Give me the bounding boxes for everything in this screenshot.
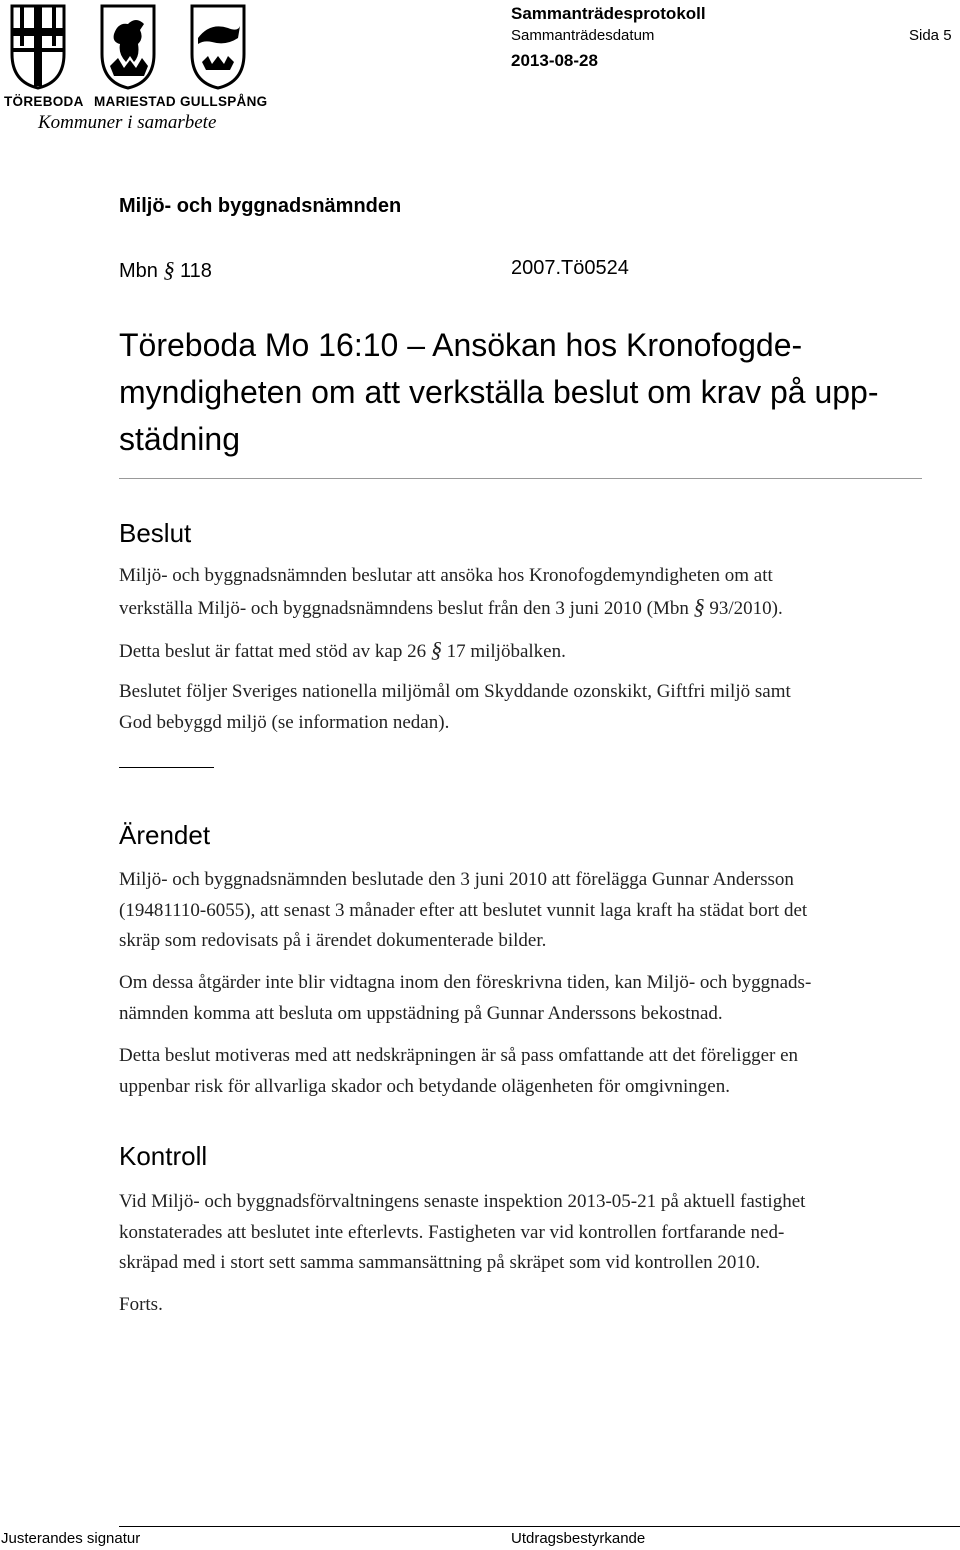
arendet-paragraph-2: Om dessa åtgärder inte blir vidtagna inom den föreskrivna tiden, kan Miljö- och byggnads- nämnden komma att besluta om uppstädning på Gunnar Anderssons bekostnad. — [119, 972, 812, 1024]
section-heading-beslut: Beslut — [119, 518, 192, 548]
case-number: 2007.Tö0524 — [511, 257, 629, 279]
municipality-logos — [4, 4, 268, 133]
footer-divider — [119, 1526, 960, 1527]
gullspang-crest-icon — [190, 4, 246, 90]
arendet-paragraph-1: Miljö- och byggnadsnämnden beslutade den 3 juni 2010 att förelägga Gunnar Andersson (19481110-6055), att senast 3 månader efter att beslutet vunnit laga kraft ha städat bort det skräp som redovisats på i ärendet dokumenterade bilder. — [119, 869, 808, 951]
mariestad-crest-icon — [100, 4, 156, 90]
meeting-date-label: Sammanträdesdatum — [511, 27, 655, 44]
section-heading-kontroll: Kontroll — [119, 1141, 208, 1171]
protocol-title: Sammanträdesprotokoll — [511, 4, 706, 23]
municipality-gullspang: GULLSPÅNG — [180, 94, 268, 109]
section-sign-icon: § — [430, 637, 442, 662]
kontroll-paragraph-1: Vid Miljö- och byggnadsförvaltningens senaste inspektion 2013-05-21 på aktuell fastighet konstaterades att beslutet inte efterlevts. Fastigheten var vid kontrollen fortfarande ned- skräpad med i stort sett samma sammansättning på skräpet som vid kontrollen 2010. — [119, 1191, 806, 1273]
paragraph-reference — [119, 257, 212, 283]
title-line: myndigheten om att verkställa beslut om krav på upp- — [119, 374, 879, 410]
meeting-date: 2013-08-28 — [511, 51, 598, 70]
municipality-toreboda: TÖREBODA — [4, 94, 84, 109]
committee-name: Miljö- och byggnadsnämnden — [119, 195, 402, 217]
logo-tagline: Kommuner i samarbete — [38, 112, 217, 133]
document-title — [119, 322, 939, 463]
title-divider — [119, 478, 922, 479]
extract-certification-label: Utdragsbestyrkande — [511, 1530, 646, 1547]
beslut-paragraph-1: Miljö- och byggnadsnämnden beslutar att ansöka hos Kronofogdemyndigheten om att verkställa Miljö- och byggnadsnämndens beslut från den 3 juni 2010 (Mbn § 93/2010). — [119, 565, 783, 619]
paragraph-number: 118 — [180, 260, 212, 282]
beslut-paragraph-2: Detta beslut är fattat med stöd av kap 26 § 17 miljöbalken. — [119, 637, 566, 662]
arendet-paragraph-3: Detta beslut motiveras med att nedskräpningen är så pass omfattande att det föreligger en uppenbar risk för allvarliga skador och betydande olägenheten för omgivningen. — [119, 1045, 799, 1097]
municipality-mariestad: MARIESTAD — [94, 94, 176, 109]
section-sign-icon: § — [163, 257, 175, 282]
paragraph-prefix: Mbn — [119, 260, 158, 282]
section-sign-icon: § — [693, 593, 705, 619]
toreboda-crest-icon — [10, 4, 66, 90]
page-number: Sida 5 — [909, 27, 952, 44]
beslut-paragraph-3: Beslutet följer Sveriges nationella miljömål om Skyddande ozonskikt, Giftfri miljö samt God bebyggd miljö (se information nedan). — [119, 681, 791, 733]
title-line: Töreboda Mo 16:10 – Ansökan hos Kronofogde- — [119, 327, 803, 363]
signature-label: Justerandes signatur — [1, 1530, 141, 1547]
continued-note: Forts. — [119, 1294, 163, 1315]
section-divider — [119, 767, 214, 768]
section-heading-arendet: Ärendet — [119, 820, 211, 850]
title-line: städning — [119, 421, 240, 457]
